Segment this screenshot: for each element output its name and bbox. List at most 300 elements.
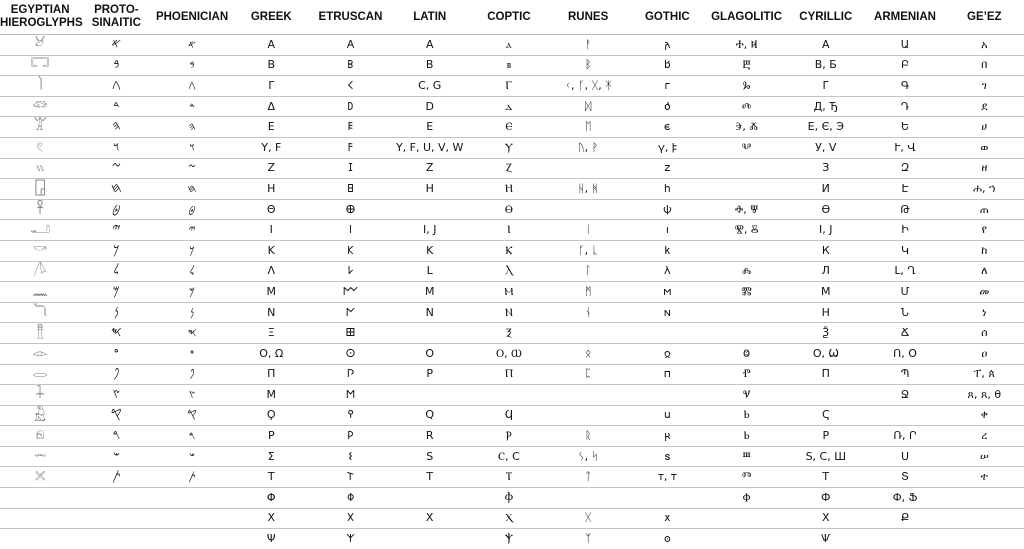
cell-armenian: Ա [865,35,944,56]
cell-coptic [469,385,548,406]
cell-latin: M [390,282,469,303]
cell-egyptian: 𓆓 [0,302,80,323]
cell-etruscan: 𐌍 [311,302,390,323]
cell-gothic: 𐌳 [628,96,707,117]
cell-gothic: 𐍉 [628,343,707,364]
cell-greek: Μ [232,282,311,303]
cell-proto-sinaitic: 𐤄 [80,117,152,138]
cell-runes: ᛗ [549,282,628,303]
column-header-geez: GE’EZ [945,0,1024,35]
table-body [0,35,1024,549]
cell-gothic [628,488,707,509]
cell-coptic: Ⲝ [469,323,548,344]
cell-egyptian: 𓉗 [0,179,80,200]
cell-glagolitic: Ⱉ [707,343,786,364]
cell-runes: ᛟ [549,343,628,364]
cell-latin: T [390,467,469,488]
cell-armenian: Դ [865,96,944,117]
cell-etruscan: 𐌕 [311,467,390,488]
cell-phoenician: 𐤅 [152,137,231,158]
cell-latin [390,323,469,344]
cell-geez: ገ [945,76,1024,97]
cell-proto-sinaitic: 𐤁 [80,55,152,76]
cell-geez: ወ [945,137,1024,158]
cell-etruscan: 𐌁 [311,55,390,76]
cell-proto-sinaitic: 𐤕 [80,467,152,488]
cell-glagolitic: Ⰵ, Ⰶ [707,117,786,138]
cell-egyptian [0,529,80,549]
cell-runes: ᛈ [549,364,628,385]
cell-armenian: Թ [865,199,944,220]
cell-proto-sinaitic: 𐤆 [80,158,152,179]
cell-etruscan: 𐌉 [311,220,390,241]
cell-gothic: 𐍀 [628,364,707,385]
cell-runes: ᛏ [549,467,628,488]
cell-runes [549,405,628,426]
cell-etruscan: 𐌏 [311,343,390,364]
cell-cyrillic: Ѯ [786,323,865,344]
cell-etruscan: 𐌆 [311,158,390,179]
cell-geez: ሐ, ኀ [945,179,1024,200]
cell-proto-sinaitic [80,529,152,549]
cell-etruscan: 𐌐 [311,364,390,385]
cell-etruscan: 𐌔 [311,446,390,467]
cell-glagolitic: Ⱅ [707,467,786,488]
cell-runes: ᛁ [549,220,628,241]
column-header-glagolitic: GLAGOLITIC [707,0,786,35]
cell-egyptian [0,508,80,529]
cell-latin: L [390,261,469,282]
cell-egyptian: 𓌅 [0,261,80,282]
cell-proto-sinaitic [80,488,152,509]
cell-coptic: Ⲍ [469,158,548,179]
column-header-greek: GREEK [232,0,311,35]
cell-egyptian: 𓌙 [0,76,80,97]
cell-armenian: Տ [865,467,944,488]
cell-latin: A [390,35,469,56]
cell-cyrillic: П [786,364,865,385]
cell-proto-sinaitic: 𐤌 [80,282,152,303]
cell-latin: S [390,446,469,467]
cell-etruscan: 𐌋 [311,261,390,282]
cell-cyrillic: Р [786,426,865,447]
cell-egyptian: 𓊽 [0,323,80,344]
cell-greek: Ο, Ω [232,343,311,364]
cell-egyptian: 𓏲 [0,137,80,158]
cell-greek: Η [232,179,311,200]
cell-geez: በ [945,55,1024,76]
cell-phoenician: 𐤍 [152,302,231,323]
cell-latin [390,529,469,549]
table-row [0,282,1024,303]
cell-cyrillic: Н [786,302,865,323]
cell-proto-sinaitic: 𐤍 [80,302,152,323]
cell-phoenician: 𐤌 [152,282,231,303]
cell-egyptian: 𓁶 [0,426,80,447]
cell-coptic: Ⲯ [504,532,513,546]
cell-coptic: Ⲛ [469,302,548,323]
cell-phoenician: 𐤀 [152,35,231,56]
cell-runes [549,488,628,509]
cell-armenian: Բ [865,55,944,76]
table-row [0,158,1024,179]
cell-cyrillic: Д, Ђ [786,96,865,117]
cell-glagolitic [707,158,786,179]
cell-etruscan: 𐌃 [311,96,390,117]
cell-egyptian: 𓆛 [0,96,80,117]
cell-latin: H [390,179,469,200]
table-row [0,220,1024,241]
cell-glagolitic: Ⱌ [707,385,786,406]
cell-latin: N [390,302,469,323]
cell-gothic: 𐍃 [628,446,707,467]
cell-proto-sinaitic: 𐤂 [80,76,152,97]
column-header-runes: RUNES [549,0,628,35]
cell-glagolitic: Ⰺ, Ⰻ [707,220,786,241]
cell-phoenician: 𐤂 [152,76,231,97]
cell-runes: ᛊ, ᛋ [549,446,628,467]
cell-runes: ᚱ [549,426,628,447]
cell-glagolitic: Ⰰ, Ⱝ [707,35,786,56]
cell-etruscan: 𐌀 [311,35,390,56]
cell-glagolitic [707,529,786,549]
table-row [0,323,1024,344]
cell-geez [945,488,1024,509]
table-row [0,96,1024,117]
cell-runes [549,158,628,179]
table-row [0,55,1024,76]
table-row [0,137,1024,158]
cell-glagolitic: Ⱇ [707,488,786,509]
cell-phoenician: 𐤆 [152,158,231,179]
cell-cyrillic: О, Ѡ [786,343,865,364]
cell-latin: P [390,364,469,385]
cell-cyrillic: Е, Є, Э [786,117,865,138]
cell-cyrillic: У, V [786,137,865,158]
cell-greek: Γ [232,76,311,97]
cell-gothic [628,385,707,406]
cell-etruscan: 𐌌 [311,282,390,303]
cell-runes: ᛞ [549,96,628,117]
cell-cyrillic: Т [786,467,865,488]
cell-etruscan: 𐌇 [311,179,390,200]
cell-greek: Δ [232,96,311,117]
cell-phoenician: 𐤐 [152,364,231,385]
cell-cyrillic [786,385,865,406]
cell-phoenician: 𐤊 [152,240,231,261]
cell-glagolitic: Ⰳ [707,76,786,97]
cell-proto-sinaitic: 𐤀 [80,35,152,56]
cell-latin: Y, F, U, V, W [390,137,469,158]
table-row [0,426,1024,447]
cell-phoenician [152,508,231,529]
table-row [0,261,1024,282]
cell-latin: B [390,55,469,76]
cell-geez: ሰ [945,323,1024,344]
cell-armenian: Ջ [865,385,944,406]
cell-cyrillic: Ҁ [786,405,865,426]
cell-etruscan: 𐌘 [311,488,390,509]
cell-geez: ቀ [945,405,1024,426]
column-header-latin: LATIN [390,0,469,35]
cell-phoenician: 𐤃 [152,96,231,117]
cell-runes [549,199,628,220]
cell-glagolitic: Ⰾ [707,261,786,282]
cell-latin: D [390,96,469,117]
cell-geez: የ [945,220,1024,241]
cell-phoenician: 𐤋 [152,261,231,282]
cell-greek: Ν [232,302,311,323]
cell-coptic: Ⲑ [469,199,548,220]
cell-glagolitic [707,240,786,261]
cell-etruscan: 𐌒 [311,405,390,426]
cell-glagolitic [707,179,786,200]
cell-phoenician: 𐤏 [152,343,231,364]
cell-runes: ᚺ, ᚻ [549,179,628,200]
cell-etruscan: 𐌈 [311,199,390,220]
cell-phoenician: 𐤁 [152,55,231,76]
cell-coptic: Ⲣ [469,426,548,447]
cell-gothic: 𐌼 [628,282,707,303]
cell-armenian: Կ [865,240,944,261]
cell-cyrillic: Г [786,76,865,97]
table-row [0,117,1024,138]
cell-gothic: 𐌷 [628,179,707,200]
table-row [0,488,1024,509]
cell-geez: አ [945,35,1024,56]
cell-proto-sinaitic: 𐤓 [80,426,152,447]
cell-etruscan: 𐌓 [311,426,390,447]
cell-gothic: 𐌻 [628,261,707,282]
cell-runes: ᚲ, ᚴ, ᚷ, ᛡ [549,76,628,97]
cell-egyptian: 𓂝 [0,220,80,241]
cell-armenian: Ռ, Ր [865,426,944,447]
cell-latin: O [390,343,469,364]
cell-phoenician: 𐤔 [152,446,231,467]
cell-latin [390,385,469,406]
cell-coptic: Ⲅ [469,76,548,97]
cell-greek: Π [232,364,311,385]
cell-glagolitic: Ⱂ [707,364,786,385]
cell-armenian [865,405,944,426]
cell-proto-sinaitic: 𐤔 [80,446,152,467]
column-header-egyptian: EGYPTIAN HIEROGLYPHS [0,0,80,35]
cell-etruscan: 𐌙 [346,532,355,546]
cell-greek: Σ [232,446,311,467]
cell-glagolitic: Ⱎ [707,446,786,467]
table-row [0,364,1024,385]
cell-egyptian: 𓃻 [0,405,80,426]
cell-phoenician: 𐤓 [152,426,231,447]
table-row [0,199,1024,220]
cell-proto-sinaitic: 𐤎 [80,323,152,344]
table-row [0,302,1024,323]
cell-latin: Q [390,405,469,426]
cell-phoenician: 𐤈 [152,199,231,220]
cell-proto-sinaitic: 𐤅 [80,137,152,158]
cell-phoenician [152,488,231,509]
cell-runes: ᛚ [549,261,628,282]
cell-glagolitic [707,302,786,323]
cell-geez [945,508,1024,529]
cell-greek: Μ [232,385,311,406]
cell-coptic: Ⲩ [469,137,548,158]
cell-proto-sinaitic: 𐤃 [80,96,152,117]
cell-proto-sinaitic: 𐤋 [80,261,152,282]
table-row [0,385,1024,406]
cell-runes [549,323,628,344]
cell-latin [390,488,469,509]
cell-egyptian: 𓏭 [0,158,80,179]
cell-phoenician: 𐤄 [152,117,231,138]
cell-glagolitic: Ⱃ [707,426,786,447]
cell-armenian: Ճ [865,323,944,344]
column-header-gothic: GOTHIC [628,0,707,35]
cell-etruscan: 𐌑 [311,385,390,406]
cell-coptic: Ⲉ [469,117,548,138]
cell-etruscan: 𐌂 [311,76,390,97]
cell-glagolitic [707,508,786,529]
cell-latin: K [390,240,469,261]
cell-gothic: 𐍂 [628,426,707,447]
cell-gothic: 𐍇 [628,508,707,529]
cell-greek: Ι [232,220,311,241]
cell-glagolitic: Ⰲ [707,137,786,158]
cell-greek: Ρ [232,426,311,447]
cell-latin: C, G [390,76,469,97]
cell-proto-sinaitic: 𐤊 [80,240,152,261]
cell-phoenician: 𐤎 [152,323,231,344]
cell-egyptian [0,488,80,509]
cell-gothic: 𐌵 [628,405,707,426]
table-row [0,35,1024,56]
cell-geez: ረ [945,426,1024,447]
cell-latin [390,199,469,220]
cell-etruscan: 𐌎 [311,323,390,344]
cell-egyptian: 𓃾 [0,35,80,56]
cell-gothic: 𐍄, 𐍄 [628,467,707,488]
cell-armenian: Փ, Ֆ [865,488,944,509]
cell-latin: Z [390,158,469,179]
cell-glagolitic: Ⰴ [707,96,786,117]
cell-greek: Ϙ [232,405,311,426]
cell-cyrillic: А [786,35,865,56]
cell-gothic: 𐌱 [628,55,707,76]
cell-cyrillic: І, Ј [786,220,865,241]
cell-phoenician: 𐤉 [152,220,231,241]
cell-gothic: 𐌰 [628,35,707,56]
cell-proto-sinaitic: 𐤏 [80,343,152,364]
cell-geez: ሠ [945,446,1024,467]
cell-runes: ᚴ, ᚳ [549,240,628,261]
cell-phoenician [152,529,231,549]
table-row [0,529,1024,549]
cell-cyrillic: Л [786,261,865,282]
cell-cyrillic: Ѱ [821,532,831,546]
cell-geez: ነ [945,302,1024,323]
cell-armenian: Ս [865,446,944,467]
cell-etruscan: 𐌗 [311,508,390,529]
cell-cyrillic: М [786,282,865,303]
cell-greek: Υ, F [232,137,311,158]
cell-glagolitic: Ⱚ, Ⱋ [707,199,786,220]
table-row [0,343,1024,364]
cell-armenian: Ո, Օ [865,343,944,364]
cell-latin: X [390,508,469,529]
cell-etruscan: 𐌄 [311,117,390,138]
cell-egyptian: 𓇑 [0,385,80,406]
cell-egyptian: 𓀠 [0,117,80,138]
cell-gothic: 𐌶 [628,158,707,179]
cell-latin: E [390,117,469,138]
cell-greek: Τ [232,467,311,488]
table-row [0,405,1024,426]
cell-egyptian: 𓌓 [0,446,80,467]
cell-gothic: 𐌴 [628,117,707,138]
cell-egyptian: 𓂋 [0,364,80,385]
cell-gothic: 𐍈 [664,532,671,546]
cell-runes: ᚾ [549,302,628,323]
cell-phoenician: 𐤕 [152,467,231,488]
cell-runes: ᛒ [549,55,628,76]
cell-proto-sinaitic: 𐤈 [80,199,152,220]
cell-glagolitic: Ⰱ [707,55,786,76]
cell-egyptian: 𓉐 [0,55,80,76]
cell-coptic: ⲁ [469,35,548,56]
cell-armenian: Է [865,179,944,200]
cell-cyrillic: З [786,158,865,179]
cell-coptic: Ⲥ, C [469,446,548,467]
cell-greek: Ε [232,117,311,138]
cell-greek: Φ [232,488,311,509]
column-header-cyrillic: CYRILLIC [786,0,865,35]
column-header-armenian: ARMENIAN [865,0,944,35]
cell-geez: መ [945,282,1024,303]
column-header-coptic: COPTIC [469,0,548,35]
table-row [0,446,1024,467]
cell-armenian: Պ [865,364,944,385]
cell-greek: Β [232,55,311,76]
cell-coptic: ⲇ [469,96,548,117]
table-row [0,240,1024,261]
cell-armenian: Ի [865,220,944,241]
cell-coptic: ⲃ [469,55,548,76]
cell-cyrillic: Х [786,508,865,529]
cell-egyptian: 𓎡 [0,240,80,261]
cell-geez: ለ [945,261,1024,282]
cell-proto-sinaitic: 𐤇 [80,179,152,200]
cell-latin: I, J [390,220,469,241]
cell-greek: Λ [232,261,311,282]
cell-geez: ጠ [945,199,1024,220]
cell-geez: ተ [945,467,1024,488]
cell-gothic: 𐌹 [628,220,707,241]
cell-cyrillic: К [786,240,865,261]
cell-coptic: Ⲙ [469,282,548,303]
cell-cyrillic: В, Б [786,55,865,76]
cell-proto-sinaitic: 𐤒 [80,405,152,426]
cell-greek: Α [232,35,311,56]
cell-geez: ዐ [945,343,1024,364]
cell-glagolitic [707,323,786,344]
cell-gothic: 𐌸 [628,199,707,220]
cell-proto-sinaitic: 𐤉 [80,220,152,241]
cell-gothic: 𐌺 [628,240,707,261]
table-row [0,467,1024,488]
cell-geez: ደ [945,96,1024,117]
cell-armenian: Ն [865,302,944,323]
cell-coptic: Ⲏ [469,179,548,200]
